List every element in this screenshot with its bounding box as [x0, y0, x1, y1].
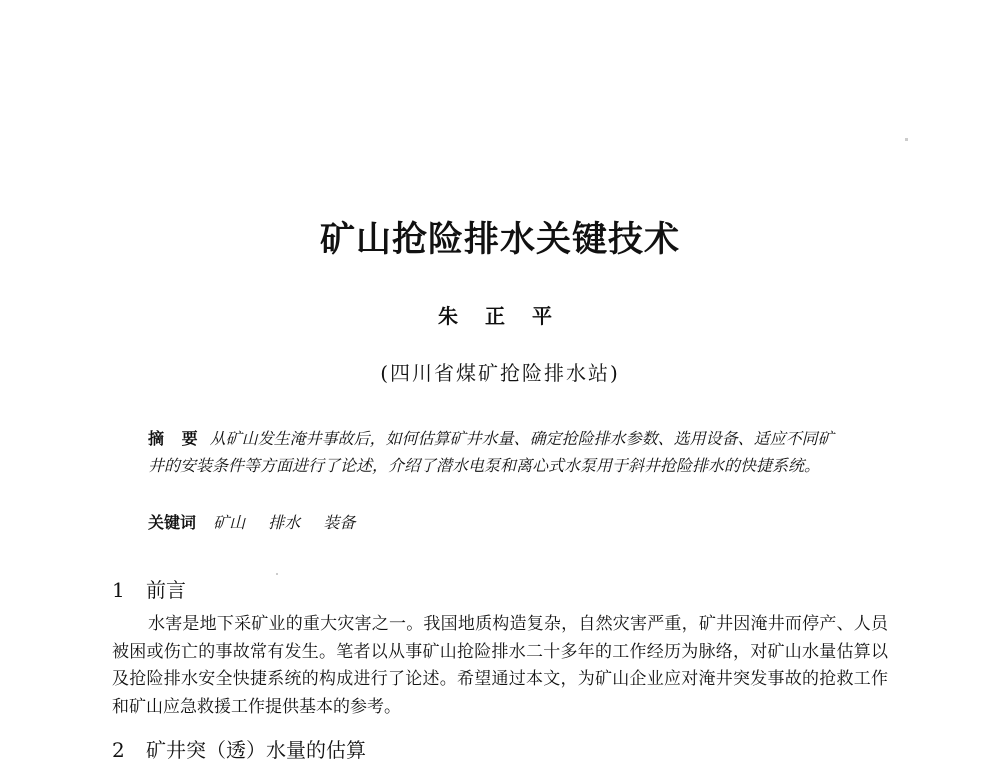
keyword-item: 排水 [268, 513, 301, 532]
section-title: 前言 [146, 578, 186, 602]
section-number: 2 [112, 738, 125, 762]
abstract [148, 425, 848, 479]
keyword-item: 装备 [323, 513, 356, 532]
keywords-label: 关键词 [148, 513, 197, 532]
section-heading-water-inflow [112, 734, 366, 763]
scan-speck [276, 573, 278, 575]
abstract-text: 从矿山发生淹井事故后，如何估算矿井水量、确定抢险排水参数、选用设备、适应不同矿井的安装条件等方面进行了论述，介绍了潜水电泵和离心式水泵用于斜井抢险排水的快捷系统。 [148, 429, 834, 475]
section-number: 1 [112, 578, 125, 602]
paper-title: 矿山抢险排水关键技术 [319, 219, 680, 260]
section-heading-introduction [112, 574, 186, 603]
paper-affiliation: (四川省煤矿抢险排水站) [380, 361, 620, 385]
keywords [148, 510, 373, 533]
section-body-introduction: 水害是地下采矿业的重大灾害之一。我国地质构造复杂，自然灾害严重，矿井因淹井而停产、人员被困或伤亡的事故常有发生。笔者以从事矿山抢险排水二十多年的工作经历为脉络，对矿山水量估算以及抢险排水安全快捷系统的构成进行了论述。希望通过本文，为矿山企业应对淹井突发事故的抢救工作和矿山应急救援工作提供基本的参考。 [112, 614, 888, 717]
section-title: 矿井突（透）水量的估算 [146, 738, 366, 762]
keyword-item: 矿山 [213, 513, 246, 532]
abstract-label: 摘 要 [148, 429, 204, 448]
paper-author: 朱 正 平 [438, 304, 562, 328]
scan-speck [905, 138, 908, 141]
